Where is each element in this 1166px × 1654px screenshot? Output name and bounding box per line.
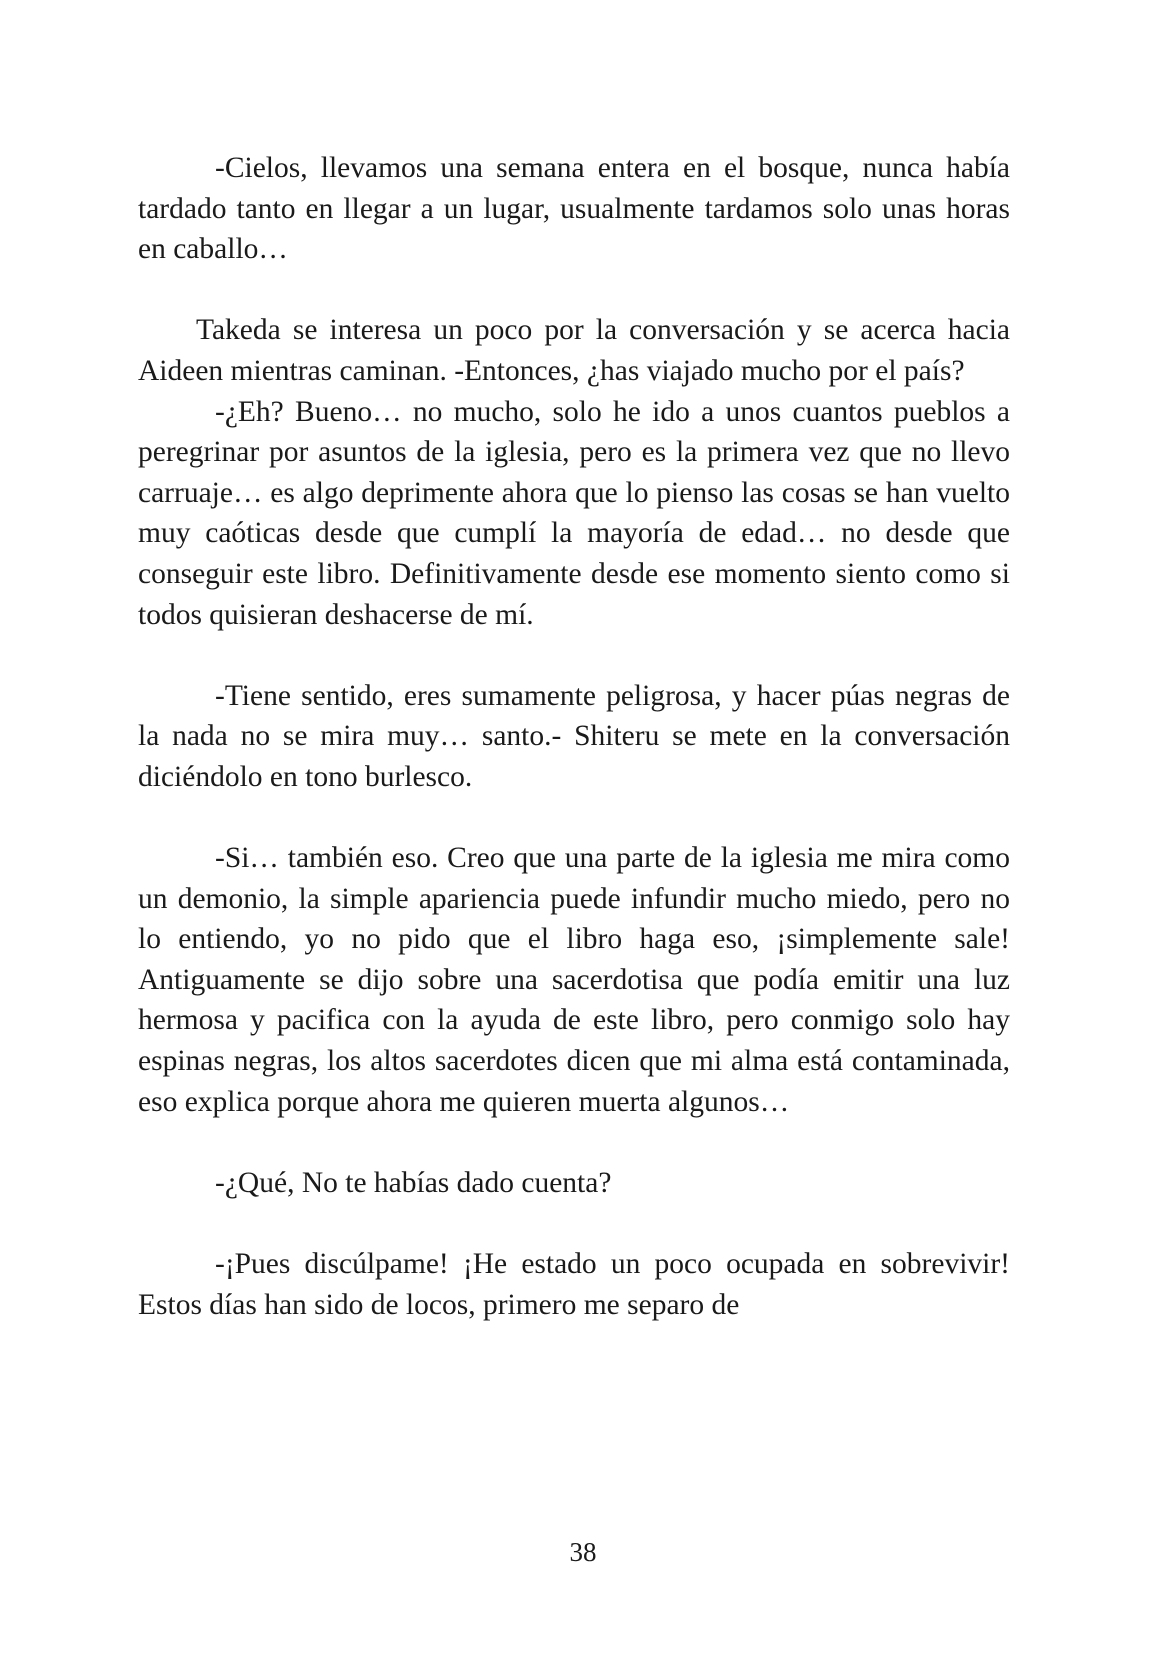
paragraph-7: -¡Pues discúlpame! ¡He estado un poco ocupada en sobrevivir! Estos días han sido de locos, primero me separo de xyxy=(138,1248,1010,1321)
paragraph-gap xyxy=(138,270,1010,311)
paragraph-1: -Cielos, llevamos una semana entera en el bosque, nunca había tardado tanto en llegar a un lugar, usualmente tardamos solo unas horas en caballo… xyxy=(138,152,1010,266)
paragraph-2: Takeda se interesa un poco por la conversación y se acerca hacia Aideen mientras caminan. -Entonces, ¿has viajado mucho por el país? xyxy=(138,314,1010,387)
paragraph-gap xyxy=(138,635,1010,676)
paragraph-gap xyxy=(138,798,1010,839)
page-number: 38 xyxy=(569,1537,597,1567)
paragraph-6: -¿Qué, No te habías dado cuenta? xyxy=(215,1166,612,1199)
paragraph-5: -Si… también eso. Creo que una parte de la iglesia me mira como un demonio, la simple apariencia puede infundir mucho miedo, pero no lo entiendo, yo no pido que el libro haga eso, ¡simplemente sale! Antiguamente se dijo sobre una sacerdotisa que podía emitir una luz hermosa y pacifica con la ayuda de este libro, pero conmigo solo hay espinas negras, los altos sacerdotes dicen que mi alma está contaminada, eso explica porque ahora me quieren muerta algunos… xyxy=(138,842,1010,1118)
paragraph-gap xyxy=(138,1122,1010,1163)
body-text xyxy=(138,148,1010,1325)
paragraph-3: -¿Eh? Bueno… no mucho, solo he ido a unos cuantos pueblos a peregrinar por asuntos de la iglesia, pero es la primera vez que no llevo carruaje… es algo deprimente ahora que lo pienso las cosas se han vuelto muy caóticas desde que cumplí la mayoría de edad… no desde que conseguir este libro. Definitivamente desde ese momento siento como si todos quisieran deshacerse de mí. xyxy=(138,395,1010,631)
paragraph-gap xyxy=(138,1203,1010,1244)
paragraph-4: -Tiene sentido, eres sumamente peligrosa, y hacer púas negras de la nada no se mira muy… santo.- Shiteru se mete en la conversación diciéndolo en tono burlesco. xyxy=(138,679,1010,793)
